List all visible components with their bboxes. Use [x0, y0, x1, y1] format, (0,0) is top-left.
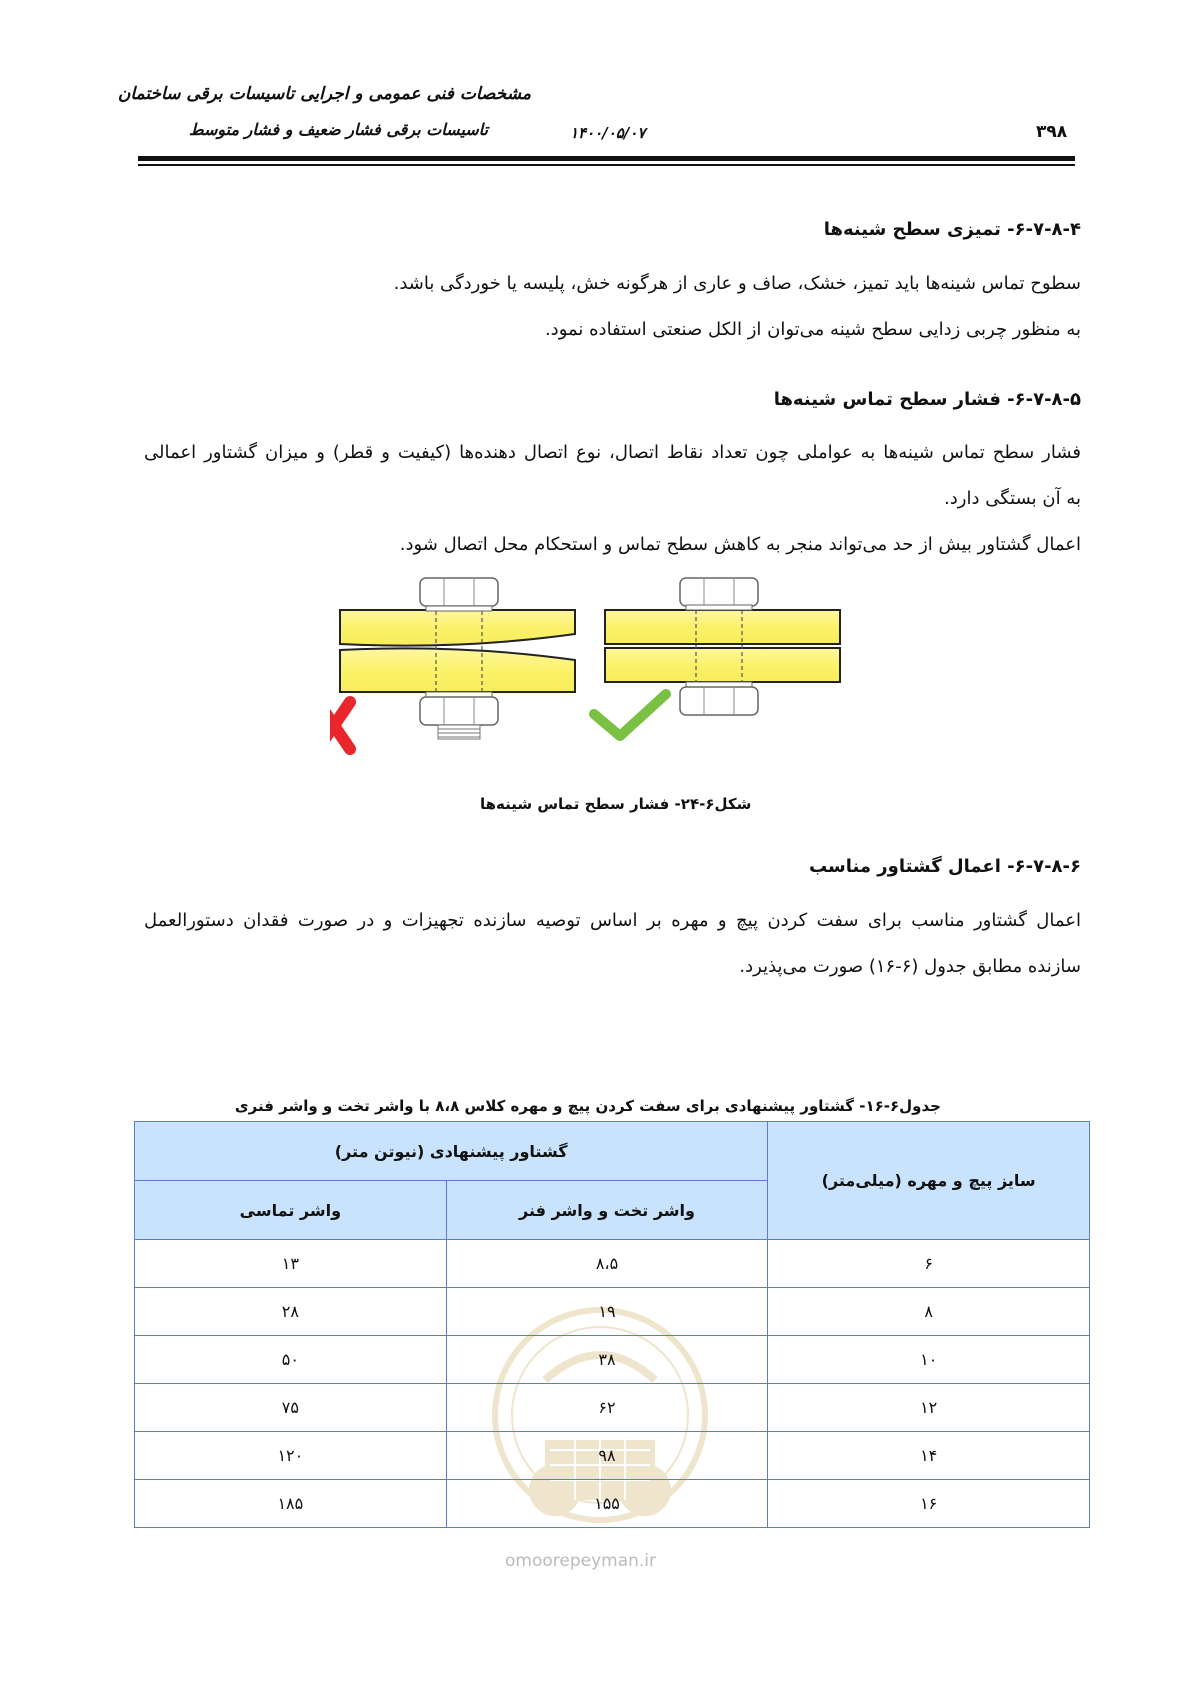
cell-size: ۱۲: [768, 1384, 1090, 1432]
paragraph-contact-pressure-2: اعمال گشتاور بیش از حد می‌تواند منجر به کاهش سطح تماس و استحکام محل اتصال شود.: [399, 534, 1081, 555]
watermark-url: omoorepeyman.ir: [505, 1551, 657, 1571]
section-heading-cleanliness: ۶-۷-۸-۴- تمیزی سطح شینه‌ها: [823, 219, 1081, 240]
paragraph-proper-torque-line1: اعمال گشتاور مناسب برای سفت کردن پیچ و مهره بر اساس توصیه سازنده تجهیزات و در صورت فقدان دستورالعمل: [144, 910, 1081, 931]
cell-flat: ۶۲: [446, 1384, 768, 1432]
cell-flat: ۱۹: [446, 1288, 768, 1336]
torque-table: [134, 1121, 1090, 1528]
bent-bar-top: [340, 610, 575, 646]
nut-top-right: [680, 578, 758, 606]
cell-flat: ۹۸: [446, 1432, 768, 1480]
cell-size: ۸: [768, 1288, 1090, 1336]
bolt-thread: [438, 725, 480, 739]
table-row: [135, 1432, 1090, 1480]
washer-top-left: [426, 606, 492, 611]
over-tightened-joint: [330, 578, 575, 749]
paragraph-contact-pressure-line2: به آن بستگی دارد.: [944, 488, 1081, 509]
cell-size: ۱۴: [768, 1432, 1090, 1480]
table-row: [135, 1240, 1090, 1288]
cell-contact: ۱۳: [135, 1240, 447, 1288]
table-header-row: [135, 1122, 1090, 1181]
header-contact-washer: واشر تماسی: [135, 1181, 447, 1240]
flat-bar-top: [605, 610, 840, 644]
figure-caption: شکل۶-۲۴- فشار سطح تماس شینه‌ها: [480, 795, 752, 813]
table-caption: جدول۶-۱۶- گشتاور پیشنهادی برای سفت کردن پیچ و مهره کلاس ۸،۸ با واشر تخت و واشر فنری: [234, 1097, 941, 1115]
correct-joint: [594, 578, 840, 736]
cell-flat: ۱۵۵: [446, 1480, 768, 1528]
bent-bar-bottom: [340, 648, 575, 692]
busbar-contact-figure: [330, 574, 910, 774]
page-number: ۳۹۸: [1036, 122, 1068, 142]
nut-top-left: [420, 578, 498, 606]
cell-contact: ۷۵: [135, 1384, 447, 1432]
header-rule-thin: [138, 164, 1075, 166]
table-row: [135, 1288, 1090, 1336]
cell-flat: ۳۸: [446, 1336, 768, 1384]
header-subtitle: تاسیسات برقی فشار ضعیف و فشار متوسط: [188, 120, 488, 139]
header-recommended-torque: گشتاور پیشنهادی (نیوتن متر): [135, 1122, 768, 1181]
header-bolt-size: سایز پیچ و مهره (میلی‌متر): [768, 1122, 1090, 1240]
nut-bottom-right: [680, 687, 758, 715]
flat-bar-bottom: [605, 648, 840, 682]
paragraph-cleanliness-2: به منظور چربی زدایی سطح شینه می‌توان از الکل صنعتی استفاده نمود.: [544, 319, 1081, 340]
header-flat-spring-washer: واشر تخت و واشر فنر: [446, 1181, 768, 1240]
paragraph-contact-pressure-line1: فشار سطح تماس شینه‌ها به عواملی چون تعداد نقاط اتصال، نوع اتصال دهنده‌ها (کیفیت و قطر) و میزان گشتاور اعمالی: [144, 442, 1081, 463]
cell-contact: ۱۸۵: [135, 1480, 447, 1528]
paragraph-cleanliness-1: سطوح تماس شینه‌ها باید تمیز، خشک، صاف و عاری از هرگونه خش، پلیسه یا خوردگی باشد.: [393, 273, 1081, 294]
table-row: [135, 1480, 1090, 1528]
cell-contact: ۱۲۰: [135, 1432, 447, 1480]
paragraph-proper-torque-line2: سازنده مطابق جدول (۶-۱۶) صورت می‌پذیرد.: [739, 956, 1081, 977]
cell-contact: ۵۰: [135, 1336, 447, 1384]
wrong-x-icon: [330, 702, 350, 749]
table-row: [135, 1336, 1090, 1384]
table-row: [135, 1384, 1090, 1432]
cell-flat: ۸،۵: [446, 1240, 768, 1288]
header-rule-thick: [138, 156, 1075, 161]
correct-check-icon: [594, 694, 666, 736]
cell-size: ۱۰: [768, 1336, 1090, 1384]
header-date: ۱۴۰۰/۰۵/۰۷: [570, 124, 646, 142]
cell-size: ۶: [768, 1240, 1090, 1288]
section-heading-proper-torque: ۶-۷-۸-۶- اعمال گشتاور مناسب: [809, 856, 1081, 877]
cell-contact: ۲۸: [135, 1288, 447, 1336]
header-title: مشخصات فنی عمومی و اجرایی تاسیسات برقی ساختمان: [117, 84, 531, 104]
cell-size: ۱۶: [768, 1480, 1090, 1528]
nut-bottom-left: [420, 697, 498, 725]
section-heading-contact-pressure: ۶-۷-۸-۵- فشار سطح تماس شینه‌ها: [773, 389, 1081, 410]
washer-top-right: [686, 605, 752, 610]
